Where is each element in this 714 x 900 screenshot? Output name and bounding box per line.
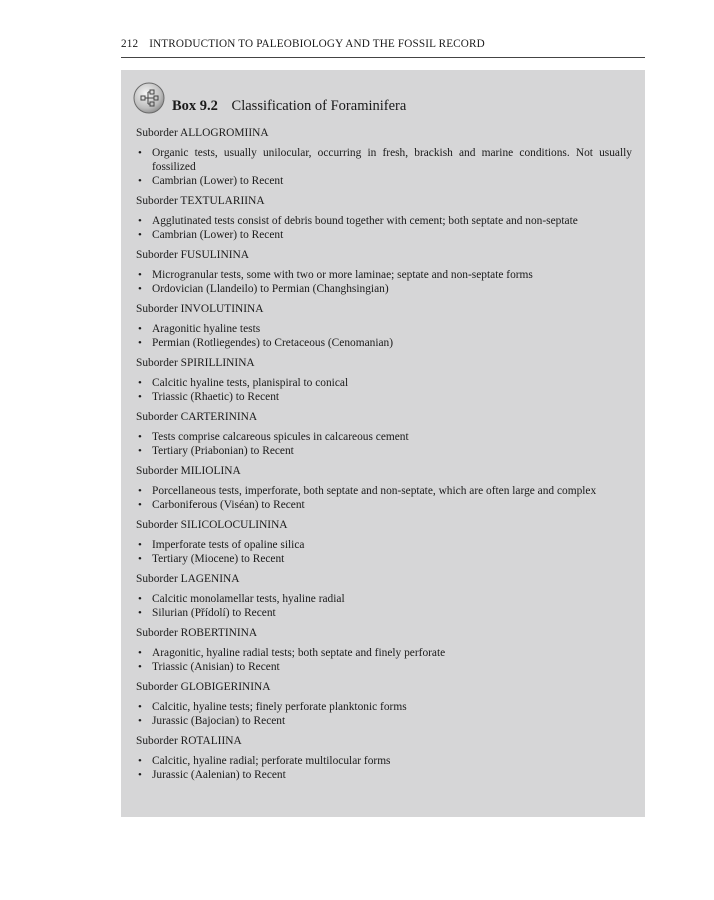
bullet-text: Cambrian (Lower) to Recent: [152, 229, 284, 241]
bullet-text: Organic tests, usually unilocular, occurring in fresh, brackish and marine conditions. Not usually fossilized: [152, 147, 632, 173]
bullet-item: [136, 700, 632, 714]
bullet-icon: •: [138, 229, 142, 241]
bullet-icon: •: [138, 431, 142, 443]
box-title-text: Classification of Foraminifera: [231, 98, 407, 114]
bullet-text: Cambrian (Lower) to Recent: [152, 175, 284, 187]
bullet-text: Calcitic monolamellar tests, hyaline radial: [152, 593, 345, 605]
suborder-heading: Suborder MILIOLINA: [136, 465, 241, 477]
bullet-text: Microgranular tests, some with two or more laminae; septate and non-septate forms: [152, 269, 533, 281]
bullet-text: Tertiary (Priabonian) to Recent: [152, 445, 294, 457]
suborder-heading: Suborder SPIRILLININA: [136, 357, 255, 369]
bullet-icon: •: [138, 647, 142, 659]
bullet-text: Permian (Rotliegendes) to Cretaceous (Cenomanian): [152, 337, 394, 349]
bullet-icon: •: [138, 715, 142, 727]
running-head: [121, 38, 645, 50]
bullet-item: [136, 538, 632, 552]
suborder-bullets: [136, 592, 632, 620]
suborder-heading: Suborder LAGENINA: [136, 573, 240, 585]
bullet-item: [136, 592, 632, 606]
bullet-text: Calcitic hyaline tests, planispiral to conical: [152, 377, 349, 389]
bullet-icon: •: [138, 553, 142, 565]
suborder-heading: Suborder ROBERTININA: [136, 627, 258, 639]
bullet-icon: •: [138, 215, 142, 227]
bullet-item: [136, 336, 632, 350]
bullet-icon: •: [138, 323, 142, 335]
bullet-text: Agglutinated tests consist of debris bound together with cement; both septate and non-septate: [152, 215, 578, 227]
bullet-icon: •: [138, 769, 142, 781]
bullet-text: Jurassic (Bajocian) to Recent: [152, 715, 286, 727]
bullet-item: [136, 660, 632, 674]
bullet-item: [136, 714, 632, 728]
bullet-text: Calcitic, hyaline tests; finely perforate planktonic forms: [152, 701, 407, 713]
bullet-text: Silurian (Přídolí) to Recent: [152, 607, 276, 619]
suborder-bullets: [136, 700, 632, 728]
bullet-icon: •: [138, 283, 142, 295]
suborder-bullets: [136, 376, 632, 404]
suborder-bullets: [136, 268, 632, 296]
bullet-item: [136, 552, 632, 566]
header-rule: [121, 57, 645, 58]
suborder-bullets: [136, 538, 632, 566]
tree-diagram-icon: [133, 82, 165, 114]
bullet-icon: •: [138, 337, 142, 349]
page-number: 212: [121, 38, 139, 50]
bullet-item: [136, 282, 632, 296]
suborder-heading: Suborder INVOLUTININA: [136, 303, 264, 315]
bullet-text: Jurassic (Aalenian) to Recent: [152, 769, 286, 781]
bullet-icon: •: [138, 147, 142, 159]
bullet-icon: •: [138, 391, 142, 403]
suborder-bullets: [136, 754, 632, 782]
bullet-item: [136, 498, 632, 512]
bullet-icon: •: [138, 701, 142, 713]
suborder-list: [136, 126, 632, 788]
suborder-bullets: [136, 322, 632, 350]
suborder-bullets: [136, 430, 632, 458]
classification-box: [121, 70, 645, 817]
bullet-icon: •: [138, 499, 142, 511]
box-number: Box 9.2: [172, 98, 218, 114]
suborder-heading: Suborder GLOBIGERININA: [136, 681, 271, 693]
bullet-icon: •: [138, 269, 142, 281]
bullet-text: Aragonitic, hyaline radial tests; both septate and finely perforate: [152, 647, 446, 659]
bullet-icon: •: [138, 485, 142, 497]
bullet-item: [136, 430, 632, 444]
bullet-text: Calcitic, hyaline radial; perforate multilocular forms: [152, 755, 391, 767]
bullet-item: [136, 268, 632, 282]
suborder-heading: Suborder SILICOLOCULININA: [136, 519, 288, 531]
box-title: [172, 98, 406, 115]
bullet-icon: •: [138, 175, 142, 187]
bullet-item: [136, 768, 632, 782]
bullet-text: Porcellaneous tests, imperforate, both septate and non-septate, which are often large and complex: [152, 485, 597, 497]
bullet-item: [136, 146, 632, 174]
suborder-bullets: [136, 646, 632, 674]
bullet-item: [136, 484, 632, 498]
suborder-heading: Suborder CARTERININA: [136, 411, 258, 423]
bullet-text: Aragonitic hyaline tests: [152, 323, 261, 335]
suborder-heading: Suborder ROTALIINA: [136, 735, 242, 747]
bullet-icon: •: [138, 377, 142, 389]
bullet-icon: •: [138, 445, 142, 457]
bullet-item: [136, 444, 632, 458]
bullet-icon: •: [138, 661, 142, 673]
bullet-item: [136, 606, 632, 620]
suborder-bullets: [136, 214, 632, 242]
suborder-heading: Suborder TEXTULARIINA: [136, 195, 265, 207]
bullet-icon: •: [138, 755, 142, 767]
bullet-icon: •: [138, 593, 142, 605]
bullet-item: [136, 228, 632, 242]
bullet-item: [136, 376, 632, 390]
suborder-heading: Suborder ALLOGROMIINA: [136, 127, 269, 139]
bullet-item: [136, 214, 632, 228]
bullet-item: [136, 754, 632, 768]
bullet-text: Ordovician (Llandeilo) to Permian (Changhsingian): [152, 283, 389, 295]
suborder-bullets: [136, 484, 632, 512]
bullet-item: [136, 390, 632, 404]
bullet-item: [136, 174, 632, 188]
bullet-text: Imperforate tests of opaline silica: [152, 539, 305, 551]
suborder-heading: Suborder FUSULININA: [136, 249, 249, 261]
bullet-item: [136, 646, 632, 660]
bullet-item: [136, 322, 632, 336]
bullet-icon: •: [138, 607, 142, 619]
suborder-bullets: [136, 146, 632, 188]
running-title: INTRODUCTION TO PALEOBIOLOGY AND THE FOSSIL RECORD: [149, 38, 485, 50]
bullet-text: Carboniferous (Viséan) to Recent: [152, 499, 305, 511]
bullet-text: Triassic (Rhaetic) to Recent: [152, 391, 280, 403]
bullet-text: Tertiary (Miocene) to Recent: [152, 553, 285, 565]
bullet-text: Triassic (Anisian) to Recent: [152, 661, 280, 673]
bullet-text: Tests comprise calcareous spicules in calcareous cement: [152, 431, 409, 443]
bullet-icon: •: [138, 539, 142, 551]
